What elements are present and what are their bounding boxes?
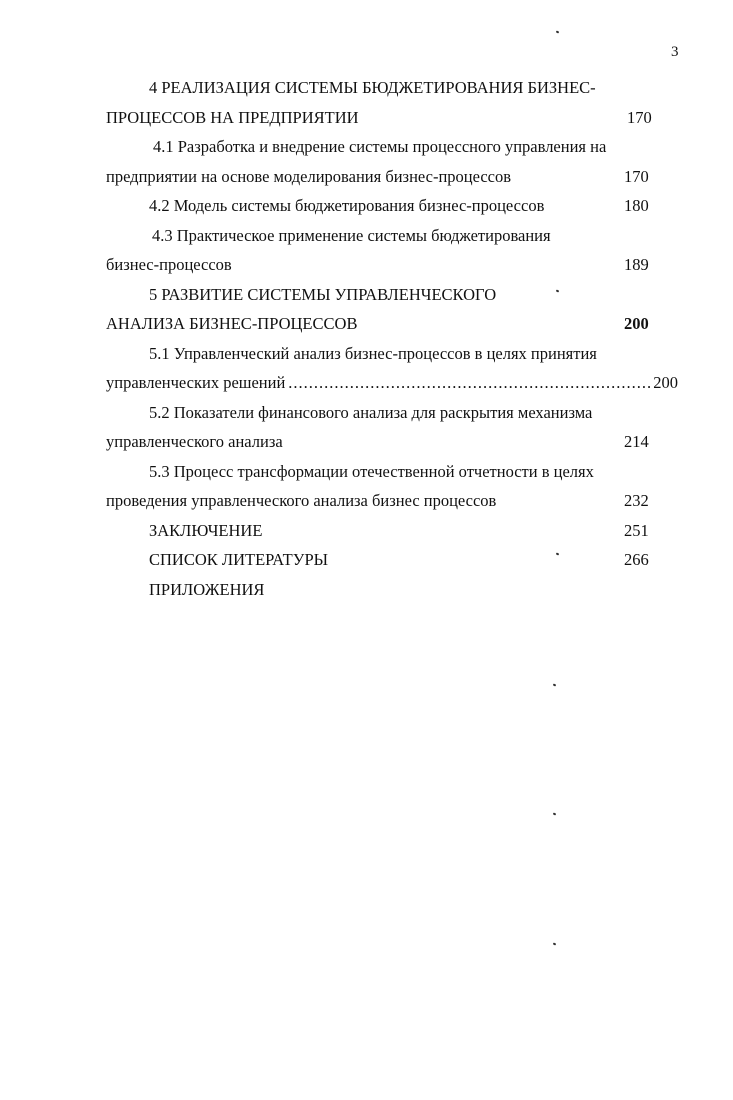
chapter-4-title-line-1: 4 РЕАЛИЗАЦИЯ СИСТЕМЫ БЮДЖЕТИРОВАНИЯ БИЗНЕС- <box>149 78 596 97</box>
chapter-5-title-line-2: АНАЛИЗА БИЗНЕС-ПРОЦЕССОВ <box>106 314 358 333</box>
dot-leader <box>288 373 650 393</box>
chapter-4-title-line-2: ПРОЦЕССОВ НА ПРЕДПРИЯТИИ <box>106 108 359 127</box>
section-5-2-line-2: управленческого анализа <box>106 432 283 451</box>
conclusion-title: ЗАКЛЮЧЕНИЕ <box>149 521 263 540</box>
page-number: 3 <box>671 44 679 60</box>
section-5-3-page: 232 <box>624 491 649 510</box>
chapter-5-page: 200 <box>624 314 649 333</box>
section-4-3-line-2: бизнес-процессов <box>106 255 232 274</box>
section-4-1-line-1: 4.1 Разработка и внедрение системы процессного управления на <box>153 137 607 156</box>
section-5-2-page: 214 <box>624 432 649 451</box>
section-5-1-line-1: 5.1 Управленческий анализ бизнес-процессов в целях принятия <box>149 344 597 363</box>
section-5-1-line-2 <box>106 373 678 393</box>
section-4-2-title: 4.2 Модель системы бюджетирования бизнес-процессов <box>149 196 545 215</box>
appendices-title: ПРИЛОЖЕНИЯ <box>149 580 265 599</box>
references-title: СПИСОК ЛИТЕРАТУРЫ <box>149 550 329 569</box>
section-5-2-line-1: 5.2 Показатели финансового анализа для раскрытия механизма <box>149 403 593 422</box>
section-5-3-line-2: проведения управленческого анализа бизнес процессов <box>106 491 497 510</box>
section-5-1-page: 200 <box>653 373 678 392</box>
section-5-1-text: управленческих решений <box>106 373 286 392</box>
section-4-3-line-1: 4.3 Практическое применение системы бюджетирования <box>152 226 551 245</box>
section-5-3-line-1: 5.3 Процесс трансформации отечественной отчетности в целях <box>149 462 594 481</box>
section-4-2-page: 180 <box>624 196 649 215</box>
chapter-4-page: 170 <box>627 108 652 127</box>
conclusion-page: 251 <box>624 521 649 540</box>
references-page: 266 <box>624 550 649 569</box>
section-4-1-line-2: предприятии на основе моделирования бизнес-процессов <box>106 167 512 186</box>
section-4-1-page: 170 <box>624 167 649 186</box>
chapter-5-title-line-1: 5 РАЗВИТИЕ СИСТЕМЫ УПРАВЛЕНЧЕСКОГО <box>149 285 497 304</box>
section-4-3-page: 189 <box>624 255 649 274</box>
